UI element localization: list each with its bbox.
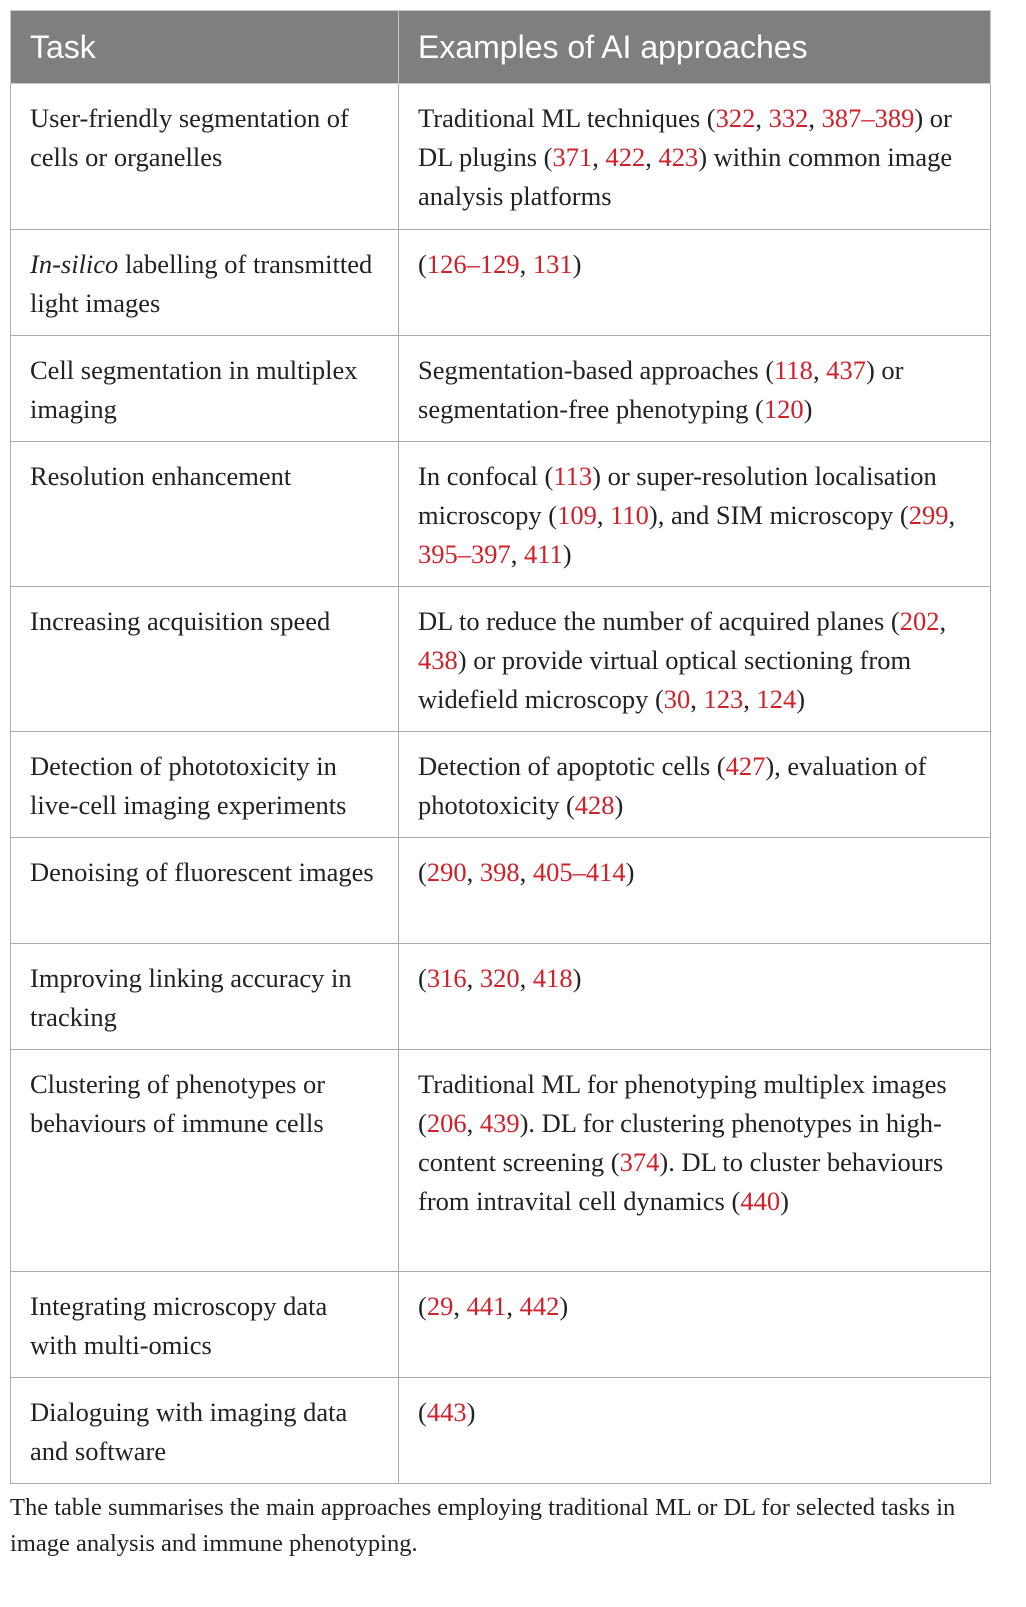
table-row xyxy=(11,838,991,944)
cell-text: ). DL for clustering phenotypes in high-content screening ( xyxy=(418,1108,942,1177)
cell-text: Increasing acquisition speed xyxy=(30,606,331,636)
cell-text: ), and SIM microscopy ( xyxy=(648,500,909,530)
cell-text: , xyxy=(812,355,827,385)
task-cell xyxy=(11,944,399,1050)
citation-link[interactable]: 443 xyxy=(426,1397,467,1427)
cell-text: , xyxy=(690,684,704,714)
citation-link[interactable]: 332 xyxy=(768,103,809,133)
cell-text: ( xyxy=(418,1397,427,1427)
cell-text: Detection of apoptotic cells ( xyxy=(418,751,726,781)
cell-text: ) xyxy=(559,1291,569,1321)
citation-link[interactable]: 202 xyxy=(899,606,940,636)
citation-link[interactable]: 398 xyxy=(479,857,520,887)
cell-text: ) xyxy=(466,1397,476,1427)
cell-text: User-friendly segmentation of cells or organelles xyxy=(30,103,349,172)
citation-link[interactable]: 387–389 xyxy=(821,103,915,133)
cell-text: ) xyxy=(572,963,582,993)
citation-link[interactable]: 126–129 xyxy=(426,249,520,279)
table-row xyxy=(11,732,991,838)
cell-text: In-silico xyxy=(30,249,119,279)
table-row xyxy=(11,84,991,230)
citation-link[interactable]: 374 xyxy=(619,1147,660,1177)
citation-link[interactable]: 30 xyxy=(663,684,691,714)
cell-text: , xyxy=(755,103,769,133)
citation-link[interactable]: 124 xyxy=(756,684,797,714)
cell-text: , xyxy=(808,103,822,133)
cell-text: ) xyxy=(572,249,582,279)
citation-link[interactable]: 422 xyxy=(605,142,646,172)
cell-text: , xyxy=(453,1291,467,1321)
cell-text: DL to reduce the number of acquired planes ( xyxy=(418,606,900,636)
examples-cell xyxy=(399,587,991,732)
citation-link[interactable]: 411 xyxy=(524,539,563,569)
citation-link[interactable]: 29 xyxy=(426,1291,454,1321)
cell-text: , xyxy=(510,539,524,569)
citation-link[interactable]: 423 xyxy=(658,142,699,172)
citation-link[interactable]: 437 xyxy=(826,355,866,385)
cell-text: , xyxy=(466,857,480,887)
cell-text: , xyxy=(596,500,611,530)
table-header-row xyxy=(11,11,991,84)
cell-text: , xyxy=(519,857,533,887)
cell-text: ), evaluation of phototoxicity ( xyxy=(418,751,927,820)
examples-cell xyxy=(399,1378,991,1484)
citation-link[interactable]: 395–397 xyxy=(418,539,511,569)
cell-text: Detection of phototoxicity in live-cell imaging experiments xyxy=(30,751,347,820)
citation-link[interactable]: 438 xyxy=(418,645,458,675)
cell-text: ) or super-resolution localisation microscopy ( xyxy=(418,461,937,530)
table-row xyxy=(11,587,991,732)
cell-text: Traditional ML techniques ( xyxy=(418,103,716,133)
citation-link[interactable]: 316 xyxy=(426,963,467,993)
citation-link[interactable]: 123 xyxy=(703,684,744,714)
header-examples: Examples of AI approaches xyxy=(399,11,991,84)
table-row xyxy=(11,336,991,442)
examples-cell xyxy=(399,944,991,1050)
cell-text: Clustering of phenotypes or behaviours of immune cells xyxy=(30,1069,326,1138)
cell-text: , xyxy=(466,963,480,993)
citation-link[interactable]: 405–414 xyxy=(532,857,626,887)
cell-text: ) xyxy=(796,684,806,714)
citation-link[interactable]: 418 xyxy=(532,963,573,993)
cell-text: ( xyxy=(418,963,427,993)
cell-text: Dialoguing with imaging data and software xyxy=(30,1397,348,1466)
ai-approaches-table xyxy=(10,10,991,1484)
cell-text: ) xyxy=(625,857,635,887)
examples-cell xyxy=(399,1050,991,1272)
table-row xyxy=(11,442,991,587)
examples-cell xyxy=(399,230,991,336)
cell-text: , xyxy=(506,1291,520,1321)
table-row xyxy=(11,1272,991,1378)
cell-text: , xyxy=(592,142,606,172)
citation-link[interactable]: 290 xyxy=(426,857,467,887)
citation-link[interactable]: 441 xyxy=(466,1291,507,1321)
cell-text: ) xyxy=(614,790,624,820)
citation-link[interactable]: 442 xyxy=(519,1291,560,1321)
cell-text: ) within common image analysis platforms xyxy=(418,142,953,211)
citation-link[interactable]: 320 xyxy=(479,963,520,993)
task-cell xyxy=(11,442,399,587)
cell-text: Integrating microscopy data with multi-omics xyxy=(30,1291,328,1360)
citation-link[interactable]: 428 xyxy=(574,790,615,820)
task-cell xyxy=(11,84,399,230)
cell-text: ( xyxy=(418,857,427,887)
table-row xyxy=(11,1050,991,1272)
cell-text: , xyxy=(939,606,947,636)
citation-link[interactable]: 120 xyxy=(763,394,804,424)
citation-link[interactable]: 371 xyxy=(552,142,593,172)
cell-text: ( xyxy=(418,1291,427,1321)
cell-text: , xyxy=(743,684,757,714)
cell-text: , xyxy=(948,500,956,530)
cell-text: ) or segmentation-free phenotyping ( xyxy=(418,355,904,424)
cell-text: , xyxy=(519,963,533,993)
citation-link[interactable]: 113 xyxy=(553,461,593,491)
citation-link[interactable]: 131 xyxy=(532,249,573,279)
table-caption: The table summarises the main approaches employing traditional ML or DL for selected tasks in image analysis and immune phenotyping. xyxy=(10,1494,956,1557)
task-cell xyxy=(11,732,399,838)
examples-cell xyxy=(399,838,991,944)
cell-text: labelling of transmitted light images xyxy=(30,249,373,318)
examples-cell xyxy=(399,442,991,587)
examples-cell xyxy=(399,336,991,442)
citation-link[interactable]: 427 xyxy=(725,751,766,781)
cell-text: , xyxy=(645,142,659,172)
cell-text: ) or DL plugins ( xyxy=(418,103,952,172)
cell-text: Improving linking accuracy in tracking xyxy=(30,963,352,1032)
citation-link[interactable]: 322 xyxy=(715,103,756,133)
cell-text: ) xyxy=(562,539,572,569)
cell-text: In confocal ( xyxy=(418,461,554,491)
cell-text: , xyxy=(519,249,533,279)
table-row xyxy=(11,1378,991,1484)
cell-text: Traditional ML for phenotyping multiplex images ( xyxy=(418,1069,947,1138)
task-cell xyxy=(11,838,399,944)
citation-link[interactable]: 439 xyxy=(479,1108,520,1138)
cell-text: ( xyxy=(418,249,427,279)
task-cell xyxy=(11,1378,399,1484)
cell-text: Cell segmentation in multiplex imaging xyxy=(30,355,358,424)
cell-text: Resolution enhancement xyxy=(30,461,292,491)
task-cell xyxy=(11,336,399,442)
examples-cell xyxy=(399,732,991,838)
citation-link[interactable]: 118 xyxy=(774,355,813,385)
table-row xyxy=(11,944,991,1050)
table-row xyxy=(11,230,991,336)
cell-text: ) or provide virtual optical sectioning from widefield microscopy ( xyxy=(418,645,912,714)
cell-text: Denoising of fluorescent images xyxy=(30,857,374,887)
citation-link[interactable]: 110 xyxy=(610,500,649,530)
cell-text: Segmentation-based approaches ( xyxy=(418,355,775,385)
header-task: Task xyxy=(11,11,399,84)
cell-text: ) xyxy=(803,394,813,424)
task-cell xyxy=(11,1050,399,1272)
examples-cell xyxy=(399,1272,991,1378)
cell-text: ) xyxy=(780,1186,789,1216)
task-cell xyxy=(11,587,399,732)
citation-link[interactable]: 299 xyxy=(908,500,949,530)
task-cell xyxy=(11,1272,399,1378)
citation-link[interactable]: 440 xyxy=(740,1186,781,1216)
cell-text: ). DL to cluster behaviours from intravital cell dynamics ( xyxy=(418,1147,944,1216)
citation-link[interactable]: 206 xyxy=(426,1108,467,1138)
examples-cell xyxy=(399,84,991,230)
task-cell xyxy=(11,230,399,336)
cell-text: , xyxy=(466,1108,480,1138)
citation-link[interactable]: 109 xyxy=(557,500,597,530)
